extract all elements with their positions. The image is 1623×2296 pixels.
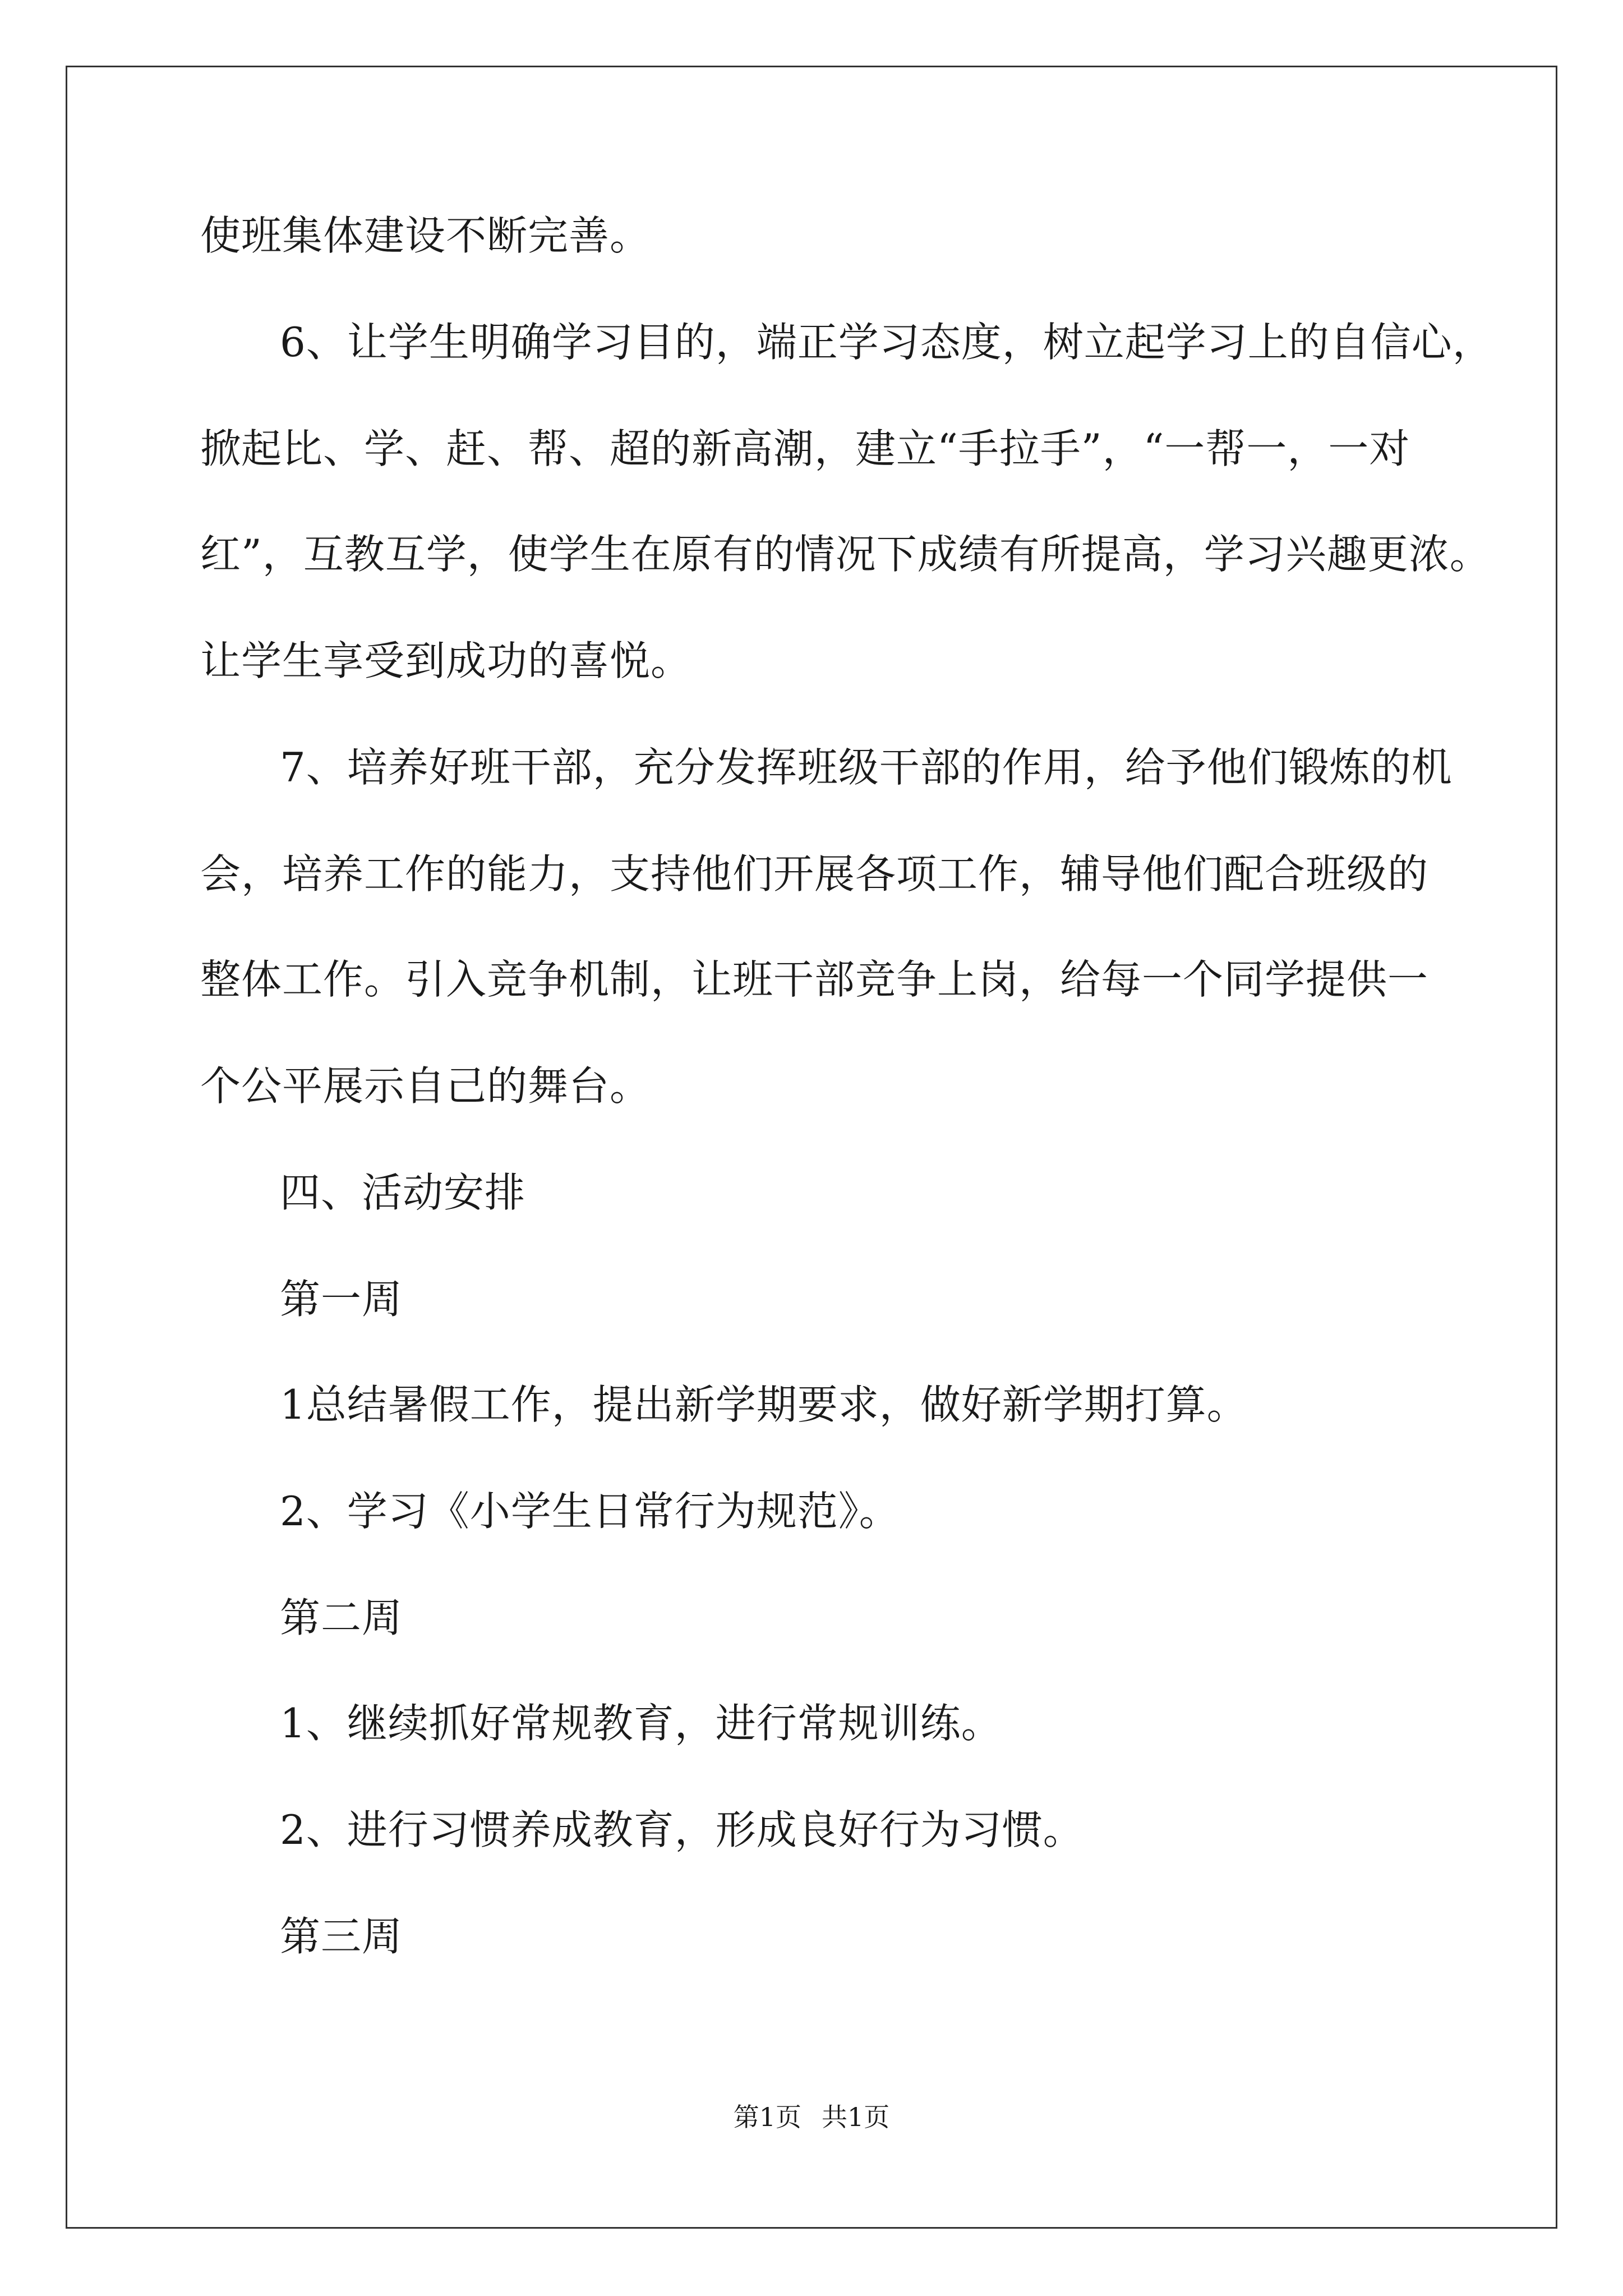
- paragraph-line: 红”，互教互学，使学生在原有的情况下成绩有所提高，学习兴趣更浓。: [200, 531, 1491, 578]
- page-border: [66, 66, 1557, 2229]
- page-footer: [0, 2100, 1623, 2134]
- list-item: 1、继续抓好常规教育，进行常规训练。: [280, 1700, 1002, 1747]
- list-item: 1总结暑假工作，提出新学期要求，做好新学期打算。: [280, 1381, 1248, 1428]
- paragraph-line: 使班集体建设不断完善。: [200, 212, 651, 259]
- week-heading: 第一周: [280, 1276, 403, 1323]
- paragraph-line: 会，培养工作的能力，支持他们开展各项工作，辅导他们配合班级的: [200, 850, 1429, 898]
- week-heading: 第三周: [280, 1913, 403, 1960]
- paragraph-line: 6、让学生明确学习目的，端正学习态度，树立起学习上的自信心，: [280, 319, 1493, 366]
- list-item: 2、进行习惯养成教育，形成良好行为习惯。: [280, 1806, 1084, 1853]
- section-heading: 四、活动安排: [280, 1169, 526, 1216]
- paragraph-line: 个公平展示自己的舞台。: [200, 1062, 651, 1110]
- page-number-total: 共1页: [822, 2102, 890, 2132]
- paragraph-line: 7、培养好班干部，充分发挥班级干部的作用，给予他们锻炼的机: [280, 744, 1453, 791]
- page-number-current: 第1页: [733, 2102, 801, 2132]
- list-item: 2、学习《小学生日常行为规范》。: [280, 1488, 900, 1535]
- paragraph-line: 让学生享受到成功的喜悦。: [200, 637, 692, 684]
- paragraph-line: 整体工作。引入竞争机制，让班干部竞争上岗，给每一个同学提供一: [200, 956, 1429, 1003]
- week-heading: 第二周: [280, 1594, 403, 1641]
- paragraph-line: 掀起比、学、赶、帮、超的新高潮，建立“手拉手”，“一帮一，一对: [200, 425, 1410, 472]
